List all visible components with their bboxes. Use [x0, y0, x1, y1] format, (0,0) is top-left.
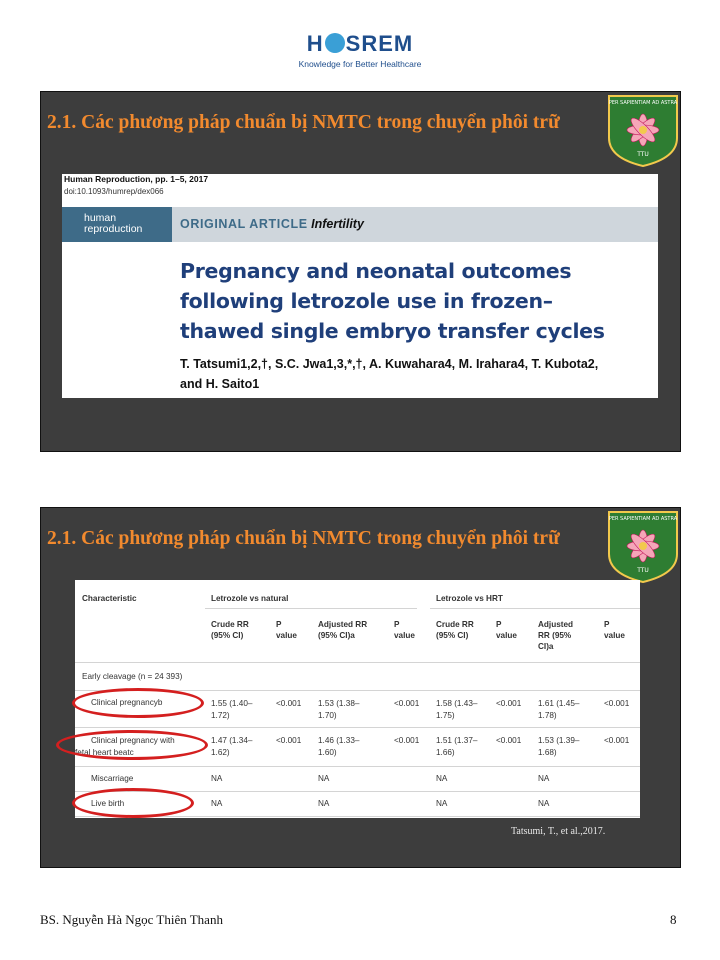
article-header-image [62, 174, 658, 398]
citation: Tatsumi, T., et al.,2017. [511, 826, 606, 837]
subheader: P value [496, 620, 517, 640]
article-authors [180, 354, 655, 394]
table-cell: NA [211, 799, 223, 808]
logo-text-pre: H [306, 31, 324, 56]
slide-1 [40, 91, 681, 452]
table-cell: <0.001 [604, 699, 630, 708]
results-table [75, 580, 640, 818]
article-title-line1: Pregnancy and neonatal outcomes [180, 259, 572, 283]
slide-2-title: 2.1. Các phương pháp chuẩn bị NMTC trong chuyển phôi trữ [47, 528, 560, 549]
table-group-hrt: Letrozole vs HRT [436, 594, 503, 603]
logo-tagline: Knowledge for Better Healthcare [298, 59, 422, 69]
journal-logo-line2: reproduction [84, 223, 143, 235]
subheader: Adjusted RR (95% CI)a [318, 620, 368, 640]
table-cell: 1.58 (1.43– 1.75) [436, 699, 478, 720]
table-cell: 1.51 (1.37– 1.66) [436, 736, 478, 757]
university-emblem-icon [605, 508, 681, 584]
table-cell: NA [211, 774, 223, 783]
slide-2 [40, 507, 681, 868]
row-label-clinical-pregnancy: Clinical pregnancyb [91, 698, 163, 707]
journal-citation: Human Reproduction, pp. 1–5, 2017 [64, 174, 209, 184]
hosrem-logo [0, 30, 720, 69]
table-cell: <0.001 [496, 736, 522, 745]
table-cell: NA [318, 774, 330, 783]
highlight-circle-clinical-pregnancy [72, 688, 204, 718]
table-cell: 1.47 (1.34– 1.62) [211, 736, 253, 757]
authors-line2: and H. Saito1 [180, 377, 260, 391]
table-cell: 1.61 (1.45– 1.78) [538, 699, 580, 720]
table-cell: NA [436, 799, 448, 808]
article-title [180, 256, 650, 346]
subheader: P value [394, 620, 415, 640]
row-rule [75, 727, 640, 728]
row-label-miscarriage: Miscarriage [91, 774, 134, 783]
journal-logo [62, 207, 172, 242]
globe-icon [325, 33, 345, 53]
logo-text-post: SREM [345, 31, 414, 56]
emblem-motto: PER SAPIENTIAM AD ASTRA [608, 516, 678, 522]
group-rule-1 [205, 608, 417, 609]
row-label-fetal-heart-beat: Clinical pregnancy with fetal heart beatc [75, 736, 175, 757]
table-group-natural: Letrozole vs natural [211, 594, 289, 603]
table-cell: NA [538, 799, 550, 808]
subheader: P value [604, 620, 625, 640]
logo-wordmark [0, 30, 720, 58]
authors-line1: T. Tatsumi1,2,†, S.C. Jwa1,3,*,†, A. Kuwahara4, M. Irahara4, T. Kubota2, [180, 357, 599, 371]
article-doi: doi:10.1093/humrep/dex066 [64, 187, 164, 196]
table-cell: NA [538, 774, 550, 783]
table-cell: 1.46 (1.33– 1.60) [318, 736, 360, 757]
highlight-circle-live-birth [72, 788, 194, 818]
table-cell: <0.001 [276, 736, 302, 745]
row-label-live-birth: Live birth [91, 799, 125, 808]
table-cell: <0.001 [276, 699, 302, 708]
page-number: 8 [670, 912, 677, 927]
section-label: Early cleavage (n = 24 393) [82, 672, 183, 681]
article-title-line2: following letrozole use in frozen– [180, 289, 553, 313]
section-label: ORIGINAL ARTICLE [180, 217, 308, 231]
table-header-characteristic: Characteristic [82, 594, 137, 603]
table-cell: 1.53 (1.38– 1.70) [318, 699, 360, 720]
table-cell: <0.001 [604, 736, 630, 745]
highlight-circle-fetal-heart-beat [56, 730, 208, 760]
emblem-motto: PER SAPIENTIAM AD ASTRA [608, 100, 678, 106]
article-section [180, 217, 364, 231]
article-title-line3: thawed single embryo transfer cycles [180, 319, 605, 343]
group-rule-2 [430, 608, 640, 609]
subheader: Adjusted RR (95% CI)a [538, 620, 574, 651]
emblem-label: TTU [637, 151, 649, 158]
header-rule [75, 662, 640, 663]
table-cell: <0.001 [394, 736, 420, 745]
journal-logo-line1: human [84, 212, 117, 224]
table-cell: <0.001 [496, 699, 522, 708]
footer-author: BS. Nguyễn Hà Ngọc Thiên Thanh [40, 912, 223, 927]
emblem-label: TTU [637, 567, 649, 574]
subheader: Crude RR (95% CI) [211, 620, 249, 640]
table-cell: NA [318, 799, 330, 808]
subheader: Crude RR (95% CI) [436, 620, 474, 640]
journal-band [62, 207, 658, 242]
university-emblem-icon [605, 92, 681, 168]
subheader: P value [276, 620, 297, 640]
table-cell: 1.55 (1.40– 1.72) [211, 699, 253, 720]
table-cell: 1.53 (1.39– 1.68) [538, 736, 580, 757]
category-label: Infertility [311, 217, 364, 231]
table-cell: <0.001 [394, 699, 420, 708]
slide-1-title: 2.1. Các phương pháp chuẩn bị NMTC trong chuyển phôi trữ [47, 112, 560, 133]
row-rule [75, 766, 640, 767]
table-cell: NA [436, 774, 448, 783]
